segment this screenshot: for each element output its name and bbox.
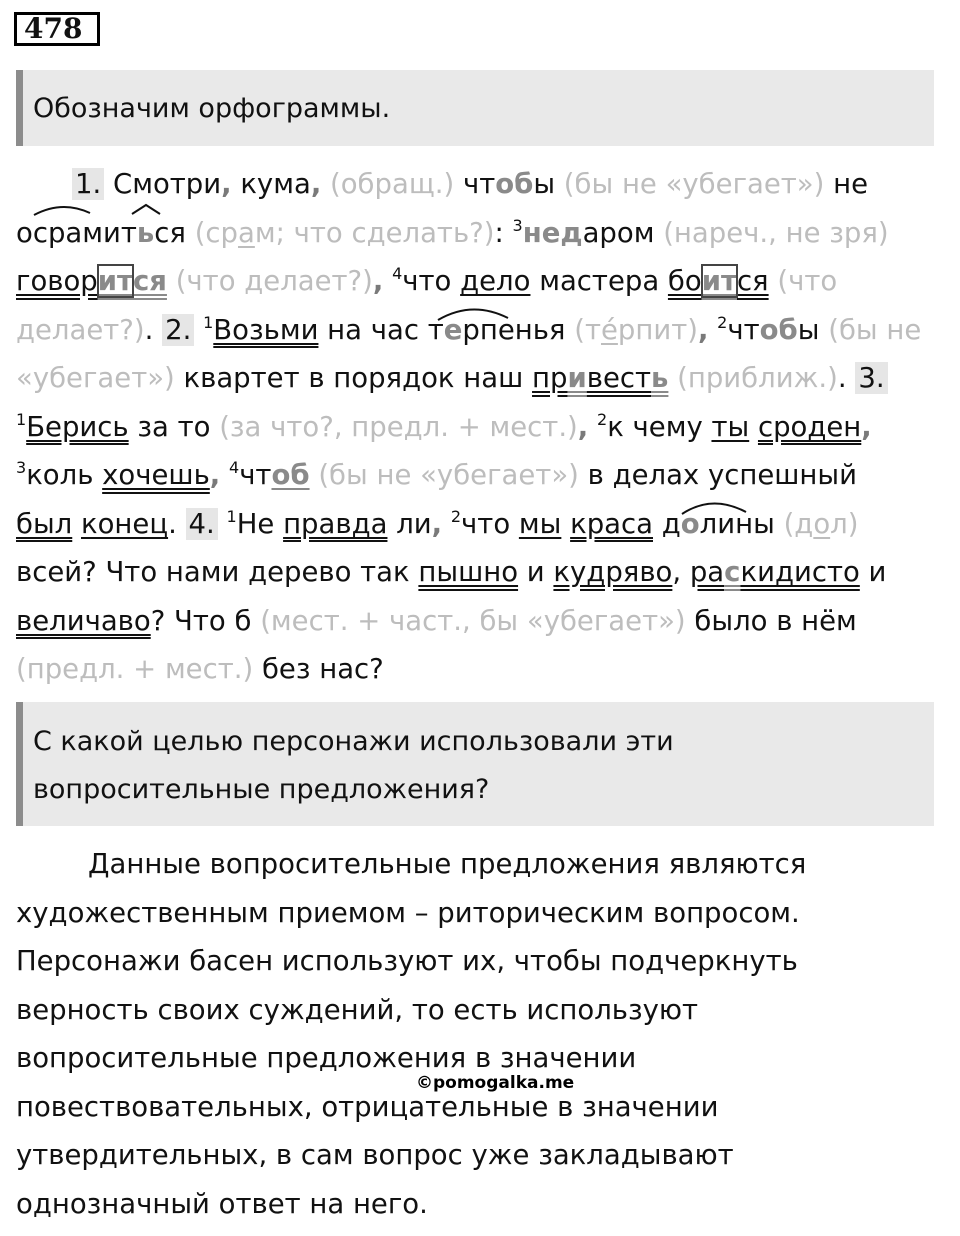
- note-orthogram: е́: [600, 313, 618, 346]
- text: без нас?: [261, 653, 384, 685]
- answer-line: однозначный ответ на него.: [16, 1187, 428, 1220]
- sentence-number: 4.: [186, 508, 218, 540]
- note: л): [830, 507, 859, 540]
- answer-line: утвердительных, в сам вопрос уже закладывают: [16, 1139, 734, 1171]
- comma-mark: ,: [209, 459, 221, 491]
- predicate: ся: [736, 265, 769, 297]
- orthogram-ending: ит: [97, 265, 133, 297]
- task1-text: Обозначим орфограммы.: [33, 93, 391, 124]
- text: не: [833, 168, 869, 200]
- clause-index: 1: [16, 409, 27, 429]
- predicate: пышно: [418, 556, 519, 588]
- predicate: ра: [689, 556, 725, 588]
- answer-line: Персонажи басен используют их, чтобы подчеркнуть: [16, 945, 798, 977]
- note: (бы не «убегает»): [309, 459, 588, 491]
- annotated-sentences: [16, 160, 941, 694]
- clause-index: 4: [392, 264, 403, 283]
- note-orthogram: о: [813, 507, 831, 540]
- predicate: был: [16, 507, 73, 540]
- note: (обращ.): [321, 168, 463, 200]
- comma-mark: ,: [577, 410, 589, 443]
- note: (бы не «убегает»): [555, 168, 834, 200]
- word: чт: [239, 459, 272, 491]
- note: (д: [774, 507, 814, 540]
- word: рпенья: [462, 313, 566, 346]
- exercise-number: 478: [14, 12, 100, 46]
- predicate: кудряво: [553, 556, 673, 588]
- text: и: [518, 556, 554, 588]
- predicate: правда: [283, 507, 388, 540]
- task2-line: С какой целью персонажи использовали эти: [33, 726, 674, 757]
- text: в делах успешный: [587, 459, 857, 491]
- orthogram: е: [443, 313, 463, 346]
- text: к чему: [607, 410, 712, 443]
- note: делает?): [16, 313, 145, 346]
- text: за то: [128, 410, 220, 443]
- clause-index: 3: [16, 458, 27, 477]
- orthogram: о: [680, 507, 700, 540]
- note: (предл. + мест.): [16, 653, 262, 685]
- text: .: [144, 313, 163, 346]
- text: .: [168, 507, 186, 540]
- text: кума: [231, 168, 311, 200]
- word: ы: [797, 313, 820, 346]
- sentence-number: 1.: [72, 168, 104, 200]
- text: мастера: [530, 265, 668, 297]
- predicate: величаво: [16, 604, 151, 637]
- predicate: кидисто: [740, 556, 860, 588]
- note: «убегает»): [16, 362, 184, 394]
- word: чт: [462, 168, 496, 200]
- word: ся: [154, 216, 186, 249]
- note-orthogram: а: [238, 216, 255, 249]
- note: (приближ.): [668, 362, 838, 394]
- predicate: говор: [16, 265, 98, 297]
- orthogram: об: [495, 168, 534, 200]
- predicate: сроден: [757, 410, 862, 443]
- text: Не: [236, 507, 284, 540]
- sentence-line-6: [16, 403, 941, 452]
- sentence-line-10: [16, 597, 941, 646]
- text: ли: [387, 507, 432, 540]
- clause-index: 1: [203, 312, 214, 332]
- note: (нареч., не зря): [654, 216, 889, 249]
- comma-mark: ,: [861, 410, 872, 443]
- sentence-line-3: [16, 257, 941, 306]
- predicate: пр: [532, 362, 568, 394]
- text: Смотри: [104, 168, 222, 200]
- subject: ты: [711, 410, 750, 443]
- text: всей? Что нами дерево так: [16, 556, 419, 588]
- note: (что делает?): [166, 265, 373, 297]
- subject: дело: [460, 265, 531, 297]
- task2-line: вопросительные предложения?: [33, 774, 490, 805]
- orthogram: с: [724, 556, 741, 588]
- predicate: бо: [667, 265, 702, 297]
- sentence-number: 2.: [162, 314, 194, 346]
- predicate: краса: [570, 507, 653, 540]
- text: [749, 411, 758, 443]
- text: :: [494, 216, 513, 249]
- sentence-line-11: [16, 645, 941, 694]
- orthogram: и: [567, 362, 587, 394]
- predicate: ся: [132, 265, 167, 297]
- predicate: хочешь: [102, 459, 210, 491]
- text: что: [461, 507, 519, 540]
- sentence-line-8: [16, 500, 941, 549]
- note: (за что?, предл. + мест.): [219, 410, 578, 443]
- text: .: [837, 362, 856, 394]
- text: на час т: [318, 313, 444, 346]
- text: [561, 508, 570, 540]
- word: лины: [699, 507, 775, 540]
- word: чт: [727, 313, 760, 346]
- text: и: [859, 556, 887, 588]
- predicate: Берись: [26, 410, 129, 443]
- sentence-line-2: [16, 209, 941, 258]
- note: (бы не: [819, 313, 922, 346]
- clause-index: 2: [450, 506, 462, 526]
- clause-index: 3: [512, 215, 523, 235]
- clause-index: 4: [229, 458, 240, 477]
- orthogram-ending: ит: [701, 265, 737, 297]
- text: было в нём: [694, 604, 857, 637]
- orthogram: об: [271, 459, 310, 491]
- task-question: [16, 702, 934, 826]
- orthogram: об: [759, 313, 798, 346]
- answer-line: художественным приемом – риторическим вопросом.: [16, 896, 800, 929]
- answer-line: верность своих суждений, то есть используют: [16, 993, 699, 1026]
- answer-line: Данные вопросительные предложения являются: [88, 848, 807, 880]
- comma-mark: ,: [697, 313, 709, 346]
- orthogram: нед: [522, 216, 583, 249]
- word: ы: [533, 168, 556, 200]
- note: (что: [768, 265, 838, 297]
- orthogram: ь: [651, 362, 669, 394]
- predicate: вест: [586, 362, 652, 394]
- note: (т: [565, 313, 601, 346]
- answer-line: вопросительные предложения в значении: [16, 1042, 637, 1074]
- note: (мест. + част., бы «убегает»): [260, 604, 695, 637]
- clause-index: 2: [717, 312, 728, 332]
- sentence-line-1: [16, 160, 941, 209]
- answer-text: [16, 840, 941, 1228]
- sentence-line-4: [16, 306, 941, 355]
- subject: мы: [518, 507, 562, 540]
- sentence-line-5: [16, 354, 941, 403]
- clause-index: 2: [597, 409, 608, 429]
- note: м; что сделать?): [254, 216, 495, 249]
- comma-mark: ,: [221, 168, 232, 200]
- note: рпит): [617, 313, 698, 346]
- word: аром: [582, 216, 655, 249]
- text: квартет в порядок наш: [183, 362, 533, 394]
- comma-mark: ,: [310, 168, 322, 200]
- note: (ср: [185, 216, 238, 249]
- task-heading-orthograms: [16, 70, 934, 146]
- text: д: [653, 507, 681, 540]
- comma-mark: ,: [431, 507, 443, 540]
- predicate: Возьми: [213, 313, 319, 346]
- text: [72, 508, 81, 540]
- word: осрамит: [16, 216, 137, 249]
- sentence-line-9: [16, 548, 941, 597]
- comma-mark: ,: [372, 265, 384, 297]
- answer-line: повествовательных, отрицательные в значении: [16, 1090, 719, 1123]
- subject: конец: [81, 507, 169, 540]
- text: ,: [672, 556, 690, 588]
- sentence-line-7: [16, 451, 941, 500]
- text: коль: [26, 459, 103, 491]
- text: что: [402, 265, 461, 297]
- orthogram: ь: [136, 216, 155, 249]
- watermark: ©pomogalka.me: [416, 1073, 575, 1093]
- clause-index: 1: [226, 506, 237, 526]
- sentence-number: 3.: [855, 362, 887, 394]
- text: ? Что б: [150, 604, 261, 637]
